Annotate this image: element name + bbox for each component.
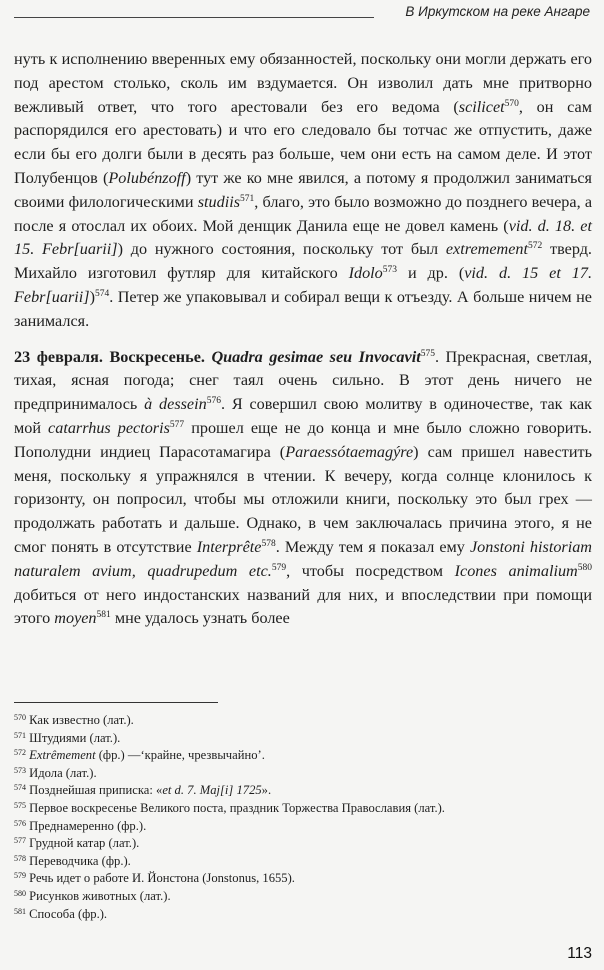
footnote-text: Штудиями (лат.).: [29, 730, 121, 745]
latin-term: Polubénzoff: [108, 168, 186, 187]
footnote-581: [14, 906, 592, 924]
text-run: , благо, это было возможно до позднего вечера, а после я отослал их обоих. Мой денщик Данила еще не довел камень (: [14, 192, 593, 235]
footnote-number: 573: [14, 765, 26, 775]
text-run: нуть к исполнению вверенных ему обязанностей, поскольку они могли держать его под арестом столько, сколь им вздумается. Он изволил дать мне притворно вежливый ответ, что того арестовали без его ведома (: [14, 50, 592, 116]
footnote-text: (фр.) —‘крайне, чрезвычайно’.: [95, 748, 265, 763]
foreign-term: à dessein: [144, 395, 207, 414]
running-head: В Иркутском на реке Ангаре: [405, 4, 590, 19]
footnote-rule: [14, 702, 218, 703]
latin-term: extremement: [445, 240, 528, 259]
footnote-577: [14, 835, 592, 853]
entry-date-heading: 23 февраля. Воскресенье.: [14, 347, 212, 366]
footnote-text: Переводчика (фр.).: [29, 853, 131, 868]
text-run: , он сам распорядился его арестовать) и что его следовало бы тотчас же отпустить, даже если бы его долги были в десять раз больше, чем они есть на самом деле. И этот Полубенцов (: [14, 97, 592, 187]
footnote-text: Как известно (лат.).: [29, 713, 134, 727]
footnote-number: 571: [14, 730, 26, 740]
footnote-text: ».: [261, 783, 272, 798]
footnote-text: Позднейшая приписка: «: [29, 783, 163, 798]
footnote-ref: 578: [261, 538, 276, 549]
footnote-number: 579: [14, 871, 26, 881]
footnote-text: Речь идет о работе И. Йонстона (Jonstonus, 1655).: [29, 871, 295, 886]
latin-term: Idolo: [348, 264, 383, 283]
footnote-575: [14, 800, 592, 818]
footnote-number: 576: [14, 818, 26, 828]
page-number: 113: [567, 945, 592, 962]
paragraph-2: [14, 346, 592, 632]
footnotes: [14, 712, 592, 923]
latin-term: vid. d. 18. et 15. Febr[uarii]: [14, 216, 592, 259]
footnote-text: Идола (лат.).: [29, 765, 97, 780]
footnote-ref: 570: [504, 98, 519, 109]
footnote-number: 577: [14, 836, 26, 846]
header-rule: [14, 17, 374, 18]
footnote-ref: 579: [271, 562, 287, 573]
latin-term: scilicet: [458, 97, 505, 116]
footnote-text: Преднамеренно (фр.).: [29, 818, 147, 833]
footnote-text: Рисунков животных (лат.).: [29, 888, 171, 903]
foreign-term: Icones animalium: [454, 561, 578, 580]
text-run: . Петер же упаковывал и собирал вещи к отъезду. А больше ничем не занимался.: [14, 287, 592, 330]
footnote-ref: 581: [96, 610, 111, 621]
text-run: ) тут же ко мне явился, а потому я продолжил заниматься своими филологическими: [14, 168, 592, 211]
body-text: [14, 48, 592, 631]
text-run: , чтобы посредством: [286, 561, 455, 580]
footnote-number: 578: [14, 853, 26, 863]
text-run: . Между тем я показал ему: [275, 537, 470, 556]
footnote-ref: 572: [527, 241, 543, 252]
footnote-570: [14, 712, 592, 730]
footnote-term: Extrêmement: [29, 748, 96, 763]
text-run: . Я совершил свою молитву в одиночестве, так как мой: [14, 395, 593, 437]
footnote-ref: 573: [382, 265, 398, 276]
footnote-579: [14, 870, 592, 888]
footnote-ref: 571: [240, 193, 255, 204]
text-run: . Прекрасная, светлая, тихая, ясная погода; снег таял очень сильно. В этот день ничего не предпринималось: [14, 347, 592, 414]
footnote-number: 580: [14, 888, 26, 898]
footnote-text: Грудной катар (лат.).: [29, 836, 140, 851]
footnote-text: Первое воскресенье Великого поста, праздник Торжества Православия (лат.).: [29, 800, 445, 815]
text-run: прошел еще не до конца и мне было сложно говорить. Пополудни индиец Парасотамагира (: [14, 418, 592, 461]
text-run: ) сам пришел навестить меня, поскольку я упражнялся в чтении. К вечеру, когда солнце клонилось к горизонту, он попросил, чтобы мы отложили книги, поскольку это был грех — продолжать работать и дальше. Однако, в чем заключалась причина этого, я не смог понять в отсутствие: [14, 442, 592, 556]
footnote-578: [14, 853, 592, 871]
footnote-573: [14, 765, 592, 783]
footnote-576: [14, 818, 592, 836]
footnote-580: [14, 888, 592, 906]
latin-term: vid. d. 15 et 17. Febr[uarii]: [14, 264, 592, 306]
foreign-term: Interprête: [196, 537, 262, 556]
text-run: мне удалось узнать более: [110, 609, 290, 628]
latin-term: studiis: [197, 192, 240, 211]
footnote-number: 572: [14, 748, 26, 758]
footnote-ref: 580: [577, 562, 592, 573]
footnote-572: [14, 747, 592, 765]
footnote-number: 574: [14, 783, 26, 793]
footnote-ref: 574: [94, 288, 110, 299]
footnote-number: 581: [14, 906, 26, 916]
footnote-text: Способа (фр.).: [29, 906, 108, 921]
text-run: и др. (: [397, 264, 465, 283]
footnote-number: 570: [14, 713, 26, 722]
foreign-term: catarrhus pectoris: [48, 418, 170, 437]
paragraph-1: [14, 48, 592, 334]
text-run: ): [89, 287, 95, 306]
text-run: ) до нужного состояния, поскольку тот был: [117, 240, 446, 259]
text-run: добиться от него индостанских названий для них, и впоследствии при помощи этого: [14, 585, 592, 628]
footnote-ref: 577: [169, 419, 185, 430]
footnote-term: et d. 7. Maj[i] 1725: [162, 783, 262, 798]
footnote-574: [14, 782, 592, 800]
foreign-term: moyen: [54, 609, 97, 628]
footnote-ref: 576: [206, 396, 221, 407]
entry-heading-latin: Quadra gesimae seu Invocavit: [211, 347, 421, 366]
foreign-term: Jonstoni historiam naturalem avium, quadrupedum etc.: [14, 537, 592, 580]
footnote-number: 575: [14, 800, 26, 810]
text-run: тверд. Михайло изготовил футляр для китайского: [14, 240, 592, 283]
foreign-term: Paraessótaemagýre: [285, 442, 414, 461]
footnote-571: [14, 730, 592, 748]
footnote-ref: 575: [420, 348, 435, 359]
